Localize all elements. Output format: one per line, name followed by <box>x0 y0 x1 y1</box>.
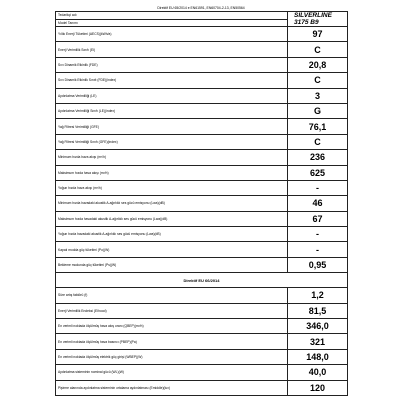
row-value: 0,95 <box>288 257 348 272</box>
table-row <box>56 150 348 165</box>
row-label: Enerji Verimlilik Endeksi (EIhood) <box>56 303 288 318</box>
brand-row <box>56 12 348 20</box>
row-value: C <box>288 42 348 57</box>
section-title: Direktif EU 66/2014 <box>56 273 348 288</box>
row-value: 3 <box>288 88 348 103</box>
row-label: Kapalı modda güç tüketimi (Po)(W) <box>56 242 288 257</box>
row-value: - <box>288 227 348 242</box>
table-row <box>56 227 348 242</box>
row-label: En verimli noktada ölçülmüş elektrik güç girişi (WBEP)(W) <box>56 349 288 364</box>
row-value: 321 <box>288 334 348 349</box>
row-label: Enerji Verimlilik Sınıfı (EI) <box>56 42 288 57</box>
table-row <box>56 380 348 395</box>
table-row <box>56 196 348 211</box>
row-label: Minimum hızda hava akışı (m³/h) <box>56 150 288 165</box>
table-row <box>56 165 348 180</box>
brand-name: SILVERLINE <box>294 12 332 19</box>
row-label: Pişirme alanında aydınlatma sisteminin ortalama aydınlatması (Emiddle)(lux) <box>56 380 288 395</box>
table-row <box>56 257 348 272</box>
table-row <box>56 365 348 380</box>
row-value: 625 <box>288 165 348 180</box>
directive-header: Direktif EU 65/2014 e EN61591, EN60704-2-13, EN50564 <box>157 6 245 10</box>
row-label: Yağ Filtresi Verimliliği (GFE) <box>56 119 288 134</box>
table-row <box>56 242 348 257</box>
row-label: Sıvı Dinamik Etkinlik (FDE) <box>56 57 288 72</box>
table-row <box>56 119 348 134</box>
row-label: Süre artış faktörü (f) <box>56 288 288 303</box>
row-label: Yıllık Enerji Tüketimi (AECS)(kWh/a) <box>56 27 288 42</box>
row-label: Minimum hızda havadaki akustik A-ağırlıklı ses gücü emisyonu (Lwa)(dB) <box>56 196 288 211</box>
row-label: En verimli noktada ölçülmüş hava akış oranı (QBEP)(m³/h) <box>56 319 288 334</box>
row-value: G <box>288 103 348 118</box>
row-value: 20,8 <box>288 57 348 72</box>
model-name: 3175 B9 <box>294 19 319 26</box>
table-row <box>56 211 348 226</box>
table-row <box>56 349 348 364</box>
row-value: 346,0 <box>288 319 348 334</box>
row-label: En verimli noktada ölçülmüş hava basıncı (PBEP)(Pa) <box>56 334 288 349</box>
row-label: Bekleme modunda güç tüketimi (Ps)(W) <box>56 257 288 272</box>
table-row <box>56 303 348 318</box>
row-label: Aydınlatma sisteminin nominal gücü (WL)(W) <box>56 365 288 380</box>
table-row <box>56 134 348 149</box>
table-row <box>56 57 348 72</box>
table-row <box>56 334 348 349</box>
row-value: 76,1 <box>288 119 348 134</box>
row-label: Yoğun hızda havadaki akustik A-ağırlıklı ses gücü emisyonu (Lwa)(dB) <box>56 227 288 242</box>
table-row <box>56 180 348 195</box>
row-value: 1,2 <box>288 288 348 303</box>
row-value: - <box>288 180 348 195</box>
table-row <box>56 319 348 334</box>
row-value: 120 <box>288 380 348 395</box>
table-row <box>56 103 348 118</box>
row-label: Maksimum hızda havadaki akustik A-ağırlıklı ses gücü emisyonu (Lwa)(dB) <box>56 211 288 226</box>
brand-value <box>288 12 348 27</box>
brand-label: Tedarikçi adı <box>56 12 288 20</box>
row-value: - <box>288 242 348 257</box>
row-value: 40,0 <box>288 365 348 380</box>
row-label: Aydınlatma Verimliliği Sınıfı (LE)(index) <box>56 103 288 118</box>
row-label: Sıvı Dinamik Etkinlik Sınıfı (FDE)(index) <box>56 73 288 88</box>
energy-data-sheet <box>55 5 347 396</box>
row-value: 46 <box>288 196 348 211</box>
row-value: 236 <box>288 150 348 165</box>
spec-table <box>55 11 348 396</box>
table-row <box>56 88 348 103</box>
row-value: 67 <box>288 211 348 226</box>
row-value: C <box>288 73 348 88</box>
table-row <box>56 42 348 57</box>
table-row <box>56 288 348 303</box>
row-value: C <box>288 134 348 149</box>
section-row <box>56 273 348 288</box>
row-value: 97 <box>288 27 348 42</box>
table-row <box>56 73 348 88</box>
row-label: Maksimum hızda hava akışı (m³/h) <box>56 165 288 180</box>
table-row <box>56 27 348 42</box>
row-label: Aydınlatma Verimliliği (LE) <box>56 88 288 103</box>
row-label: Yağ Filtresi Verimliliği Sınıfı (GFE)(index) <box>56 134 288 149</box>
row-value: 81,5 <box>288 303 348 318</box>
row-value: 148,0 <box>288 349 348 364</box>
row-label: Yoğun hızda hava akışı (m³/h) <box>56 180 288 195</box>
model-label: Model Tanımı <box>56 19 288 27</box>
